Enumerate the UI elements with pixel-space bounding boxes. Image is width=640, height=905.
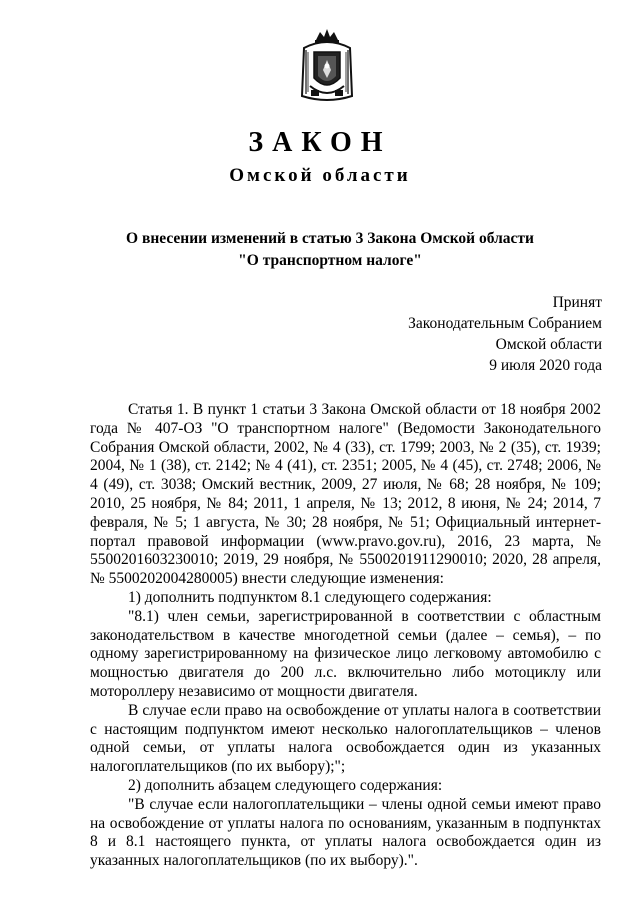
law-heading-line2: "О транспортном налоге" — [238, 252, 422, 269]
subitem-8-1-exemption-paragraph: В случае если право на освобождение от уплаты налога в соответствии с настоящим подпунктом имеют несколько налогоплательщиков – членов одной семьи, от уплаты налога освобождается один из указанных налогоплательщиков (по их выбору);"; — [90, 701, 601, 776]
document-body — [90, 401, 601, 871]
document-title: ЗАКОН — [248, 127, 392, 158]
added-paragraph: "В случае если налогоплательщики – члены одной семьи имеют право на освобождение от уплаты налога по основаниям, указанным в подпунктах 8 и 8.1 настоящего пункта, от уплаты налога освобождается один из указанных налогоплательщиков (по их выбору).". — [90, 795, 601, 870]
accepted-date: 9 июля 2020 года — [489, 357, 602, 374]
accepted-line1: Принят — [552, 294, 602, 311]
law-heading — [80, 228, 580, 272]
accepted-line2: Законодательным Собранием — [408, 315, 602, 332]
document-subtitle: Омской области — [229, 165, 411, 186]
coat-of-arms-emblem — [296, 26, 358, 104]
accepted-block — [408, 292, 602, 376]
subitem-8-1-paragraph: "8.1) член семьи, зарегистрированной в соответствии с областным законодательством в качестве многодетной семьи (далее – семья), – по одному зарегистрированному на физическое лицо легковому автомобилю с мощностью двигателя до 200 л.с. включительно либо мотоциклу или мотороллеру независимо от мощности двигателя. — [90, 607, 601, 700]
accepted-line3: Омской области — [495, 336, 602, 353]
article-1-paragraph: Статья 1. В пункт 1 статьи 3 Закона Омской области от 18 ноября 2002 года № 407-ОЗ "О транспортном налоге" (Ведомости Законодательного Собрания Омской области, 2002, № 4 (33), ст. 1799; 2003, № 2 (35), ст. 1939; 2004, № 1 (38), ст. 2142; № 4 (41), ст. 2351; 2005, № 4 (45), ст. 2748; 2006, № 4 (49), ст. 3038; Омский вестник, 2009, 27 июля, № 68; 28 ноября, № 109; 2010, 25 ноября, № 84; 2011, 1 апреля, № 13; 2012, 8 июня, № 24; 2014, 7 февраля, № 5; 1 августа, № 30; 28 ноября, № 51; Официальный интернет-портал правовой информации (www.pravo.gov.ru), 2016, 23 марта, № 5500201603230010; 2019, 29 ноября, № 5500201911290010; 2020, 28 апреля, № 5500202004280005) внести следующие изменения: — [90, 401, 601, 588]
law-heading-line1: О внесении изменений в статью 3 Закона Омской области — [126, 230, 534, 247]
item-2-paragraph: 2) дополнить абзацем следующего содержания: — [128, 776, 443, 794]
item-1-paragraph: 1) дополнить подпунктом 8.1 следующего содержания: — [128, 588, 492, 606]
